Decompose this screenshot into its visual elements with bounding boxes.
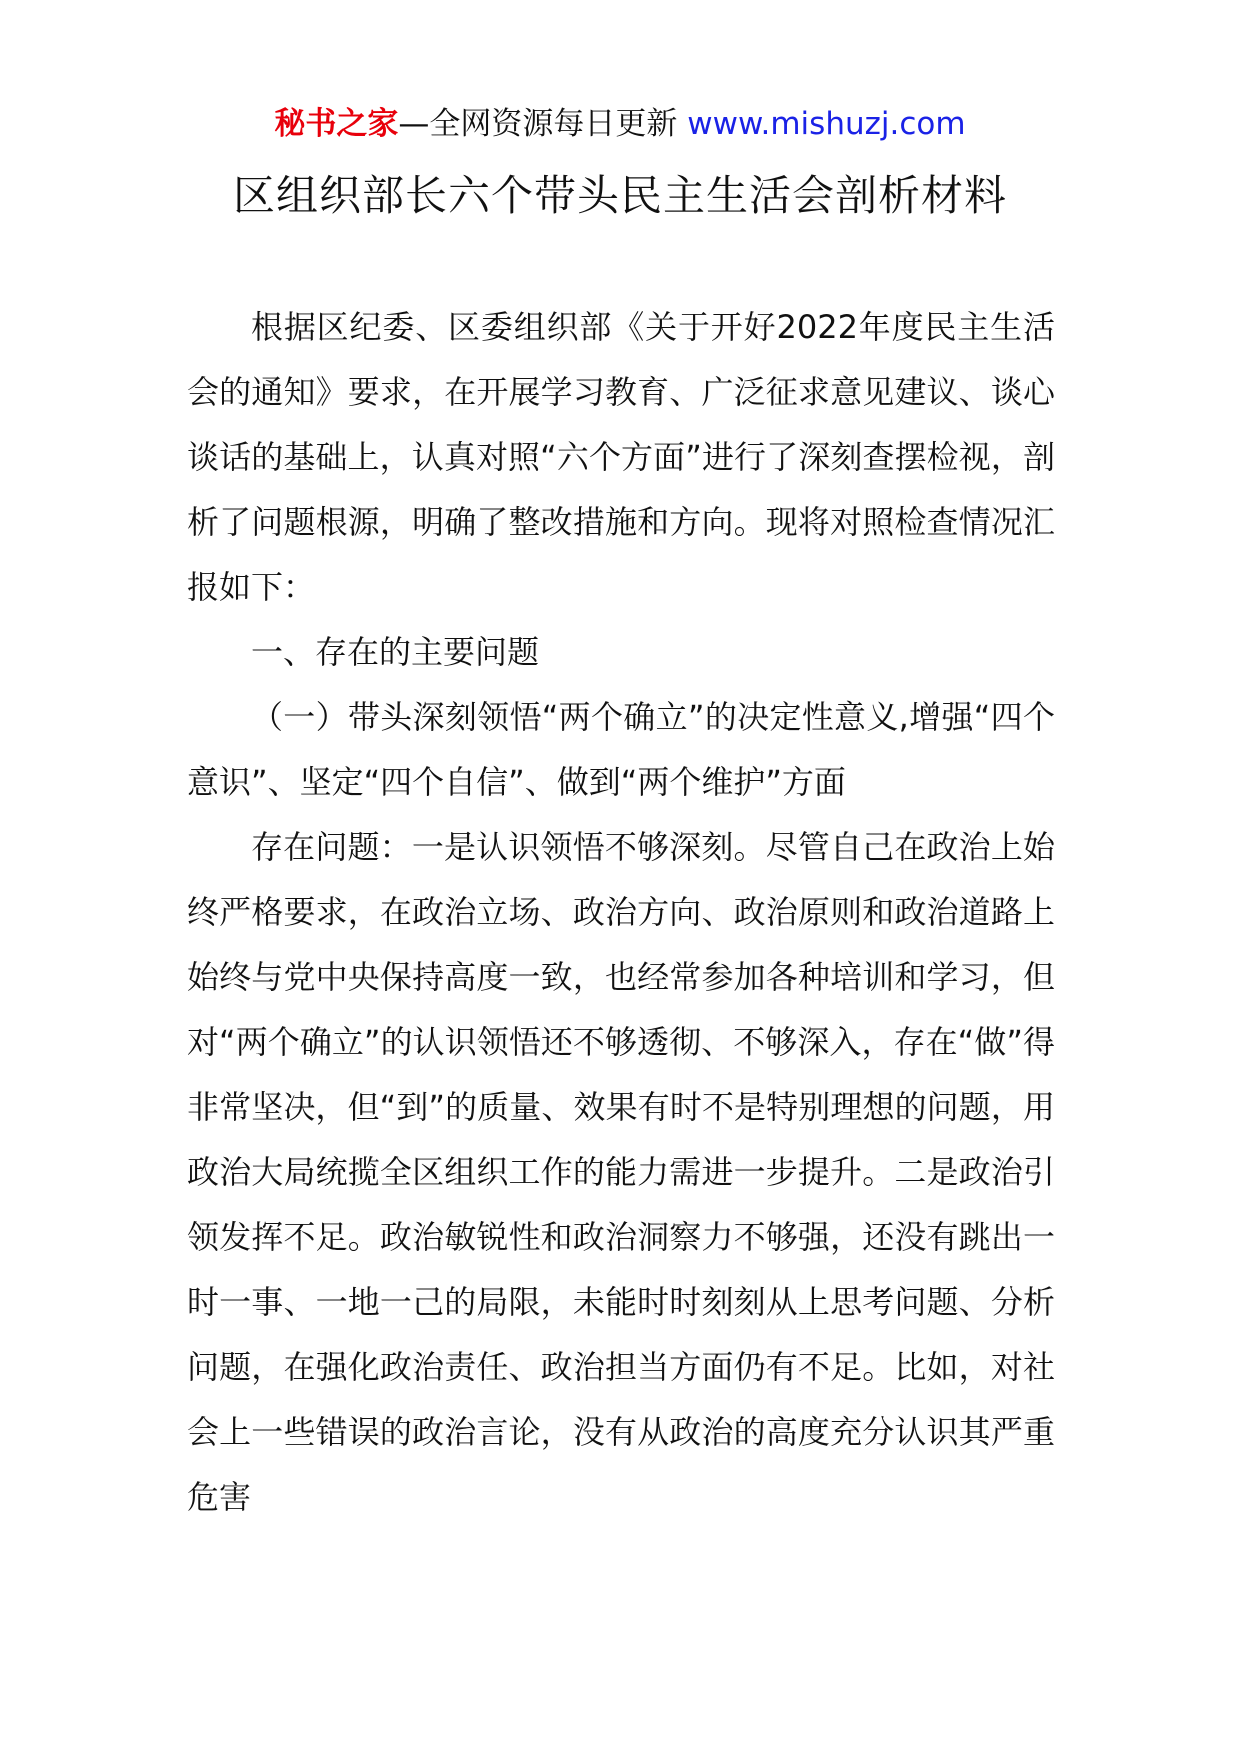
document-body [187,295,1055,1530]
intro-paragraph: 根据区纪委、区委组织部《关于开好2022年度民主生活会的通知》要求，在开展学习教育、广泛征求意见建议、谈心谈话的基础上，认真对照“六个方面”进行了深刻查摆检视，剖析了问题根源，明确了整改措施和方向。现将对照检查情况汇报如下： [187,308,1055,606]
document-title: 区组织部长六个带头民主生活会剖析材料 [232,171,1007,220]
subsection-heading: （一）带头深刻领悟“两个确立”的决定性意义,增强“四个意识”、坚定“四个自信”、做到“两个维护”方面 [187,698,1055,801]
problem-paragraph: 存在问题：一是认识领悟不够深刻。尽管自己在政治上始终严格要求，在政治立场、政治方向、政治原则和政治道路上始终与党中央保持高度一致，也经常参加各种培训和学习，但对“两个确立”的认识领悟还不够透彻、不够深入，存在“做”得非常坚决，但“到”的质量、效果有时不是特别理想的问题，用政治大局统揽全区组织工作的能力需进一步提升。二是政治引领发挥不足。政治敏锐性和政治洞察力不够强，还没有跳出一时一事、一地一己的局限，未能时时刻刻从上思考问题、分析问题，在强化政治责任、政治担当方面仍有不足。比如，对社会上一些错误的政治言论，没有从政治的高度充分认识其严重危害 [187,828,1055,1516]
site-header [0,104,1240,144]
site-tagline: —全网资源每日更新 [398,106,678,142]
site-url-link[interactable]: www.mishuzj.com [687,106,966,142]
site-brand: 秘书之家 [274,106,399,142]
section-heading: 一、存在的主要问题 [251,633,540,671]
